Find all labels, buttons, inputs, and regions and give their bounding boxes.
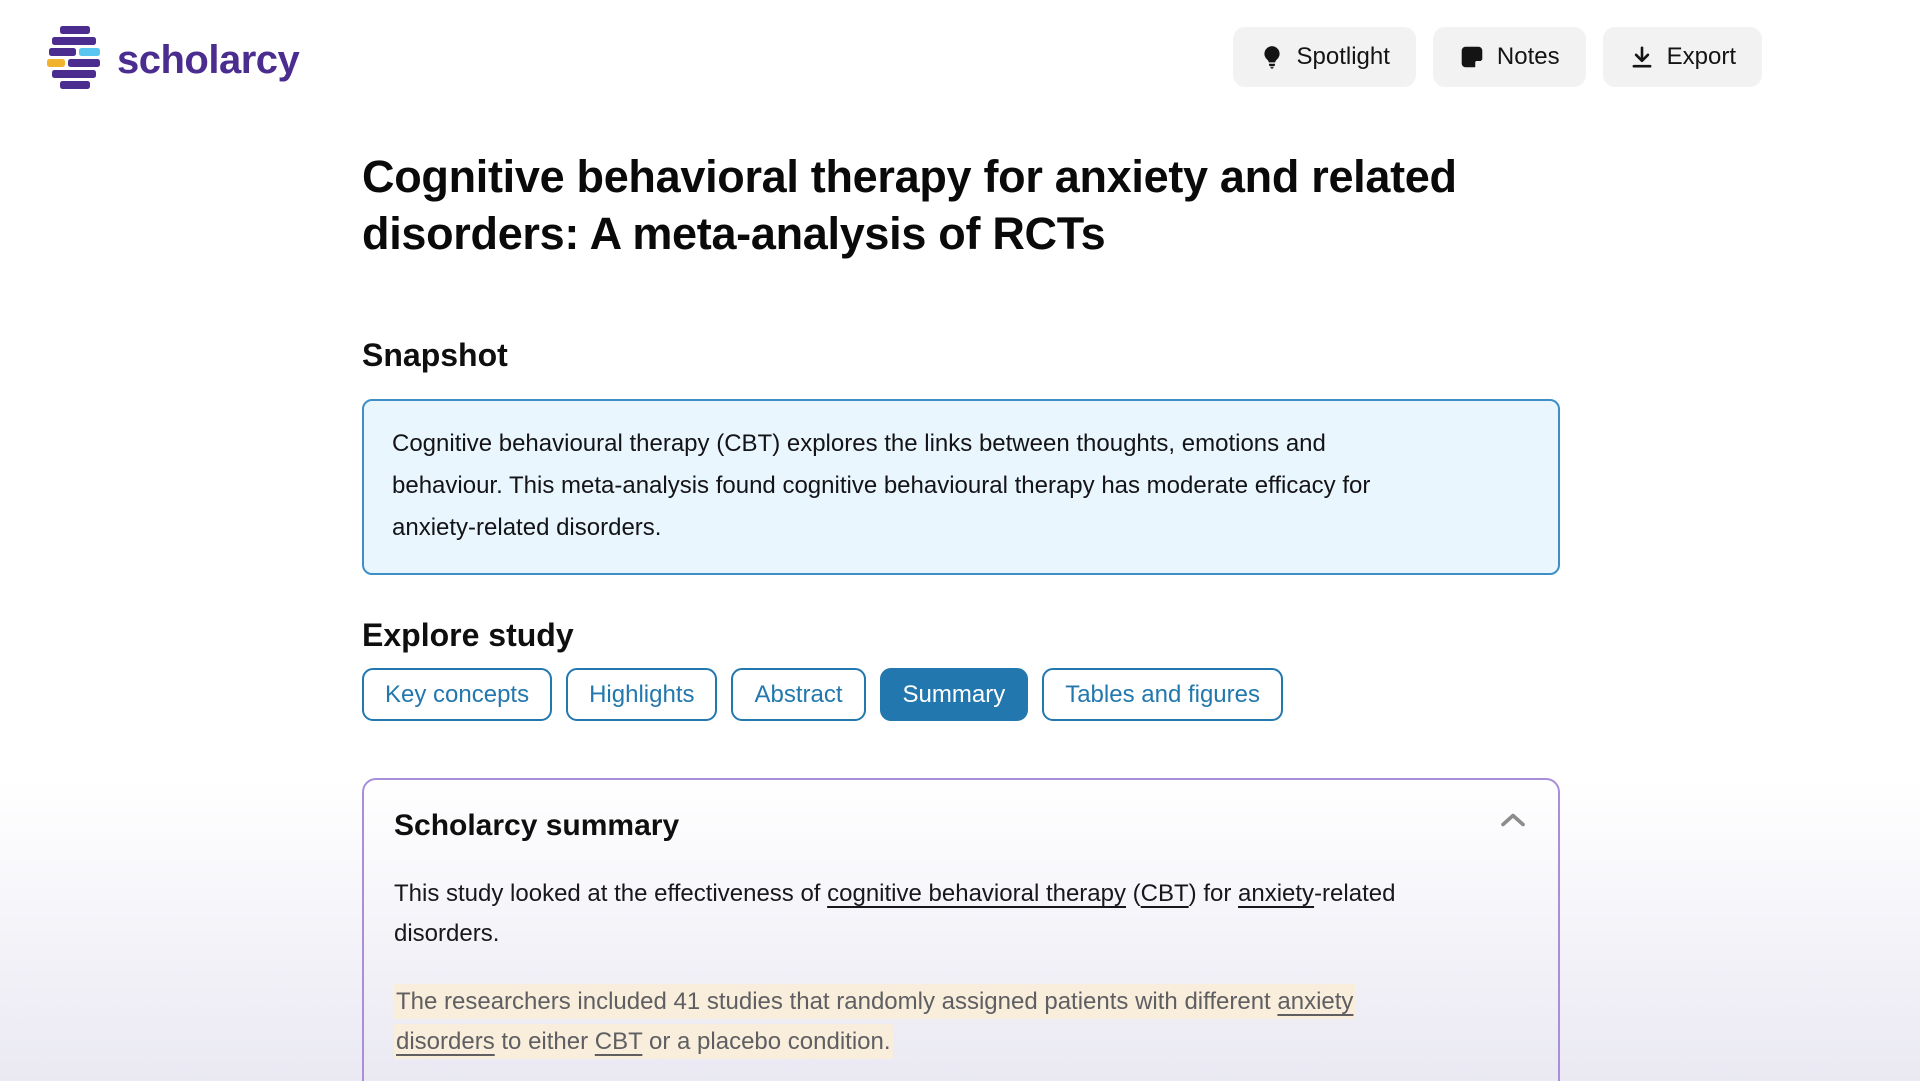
notes-button-label: Notes xyxy=(1496,43,1560,70)
term-link[interactable]: anxiety disorders xyxy=(396,988,1354,1055)
paper-title: Cognitive behavioral therapy for anxiety and related disorders: A meta-analysis of RCTs xyxy=(362,151,1457,259)
summary-paragraph: This study looked at the effectiveness of cognitive behavioral therapy (CBT) for anxiety-related disorders. xyxy=(394,880,1396,947)
scholarcy-logo-icon xyxy=(47,26,103,95)
download-icon xyxy=(1629,44,1655,70)
summary-paragraphs xyxy=(394,874,1528,1062)
export-button[interactable] xyxy=(1603,27,1762,87)
highlighted-text: The researchers included 41 studies that randomly assigned patients with different anxiety disorders to either CBT or a placebo condition. xyxy=(394,984,1355,1059)
explore-study-heading: Explore study xyxy=(362,617,574,653)
scholarcy-logo[interactable] xyxy=(47,26,299,95)
collapse-summary-button[interactable] xyxy=(1498,806,1528,837)
tab-key-concepts[interactable]: Key concepts xyxy=(362,668,552,721)
main-content xyxy=(362,0,1560,1081)
tab-highlights[interactable]: Highlights xyxy=(566,668,717,721)
scholarcy-logo-text: scholarcy xyxy=(117,38,300,82)
snapshot-text: Cognitive behavioural therapy (CBT) explores the links between thoughts, emotions and behaviour. This meta-analysis found cognitive behavioural therapy has moderate efficacy for anxiety-related disorders. xyxy=(392,430,1371,541)
snapshot-box xyxy=(362,399,1560,575)
explore-tabs xyxy=(362,668,1560,721)
term-link[interactable]: CBT xyxy=(594,1028,643,1055)
snapshot-heading: Snapshot xyxy=(362,337,508,373)
export-button-label: Export xyxy=(1666,43,1736,70)
summary-panel-header xyxy=(394,806,1528,846)
tab-tables-and-figures[interactable]: Tables and figures xyxy=(1042,668,1283,721)
term-link[interactable]: anxiety xyxy=(1238,880,1315,907)
tab-summary[interactable]: Summary xyxy=(880,668,1029,721)
summary-paragraph-highlighted xyxy=(394,982,1414,1062)
tab-abstract[interactable]: Abstract xyxy=(731,668,865,721)
spotlight-button-label: Spotlight xyxy=(1296,43,1390,70)
term-link[interactable]: CBT xyxy=(1140,880,1189,907)
chevron-up-icon xyxy=(1500,816,1526,831)
scholarcy-summary-panel xyxy=(362,778,1560,1081)
term-link[interactable]: cognitive behavioral therapy xyxy=(827,880,1126,907)
summary-panel-heading: Scholarcy summary xyxy=(394,809,680,842)
